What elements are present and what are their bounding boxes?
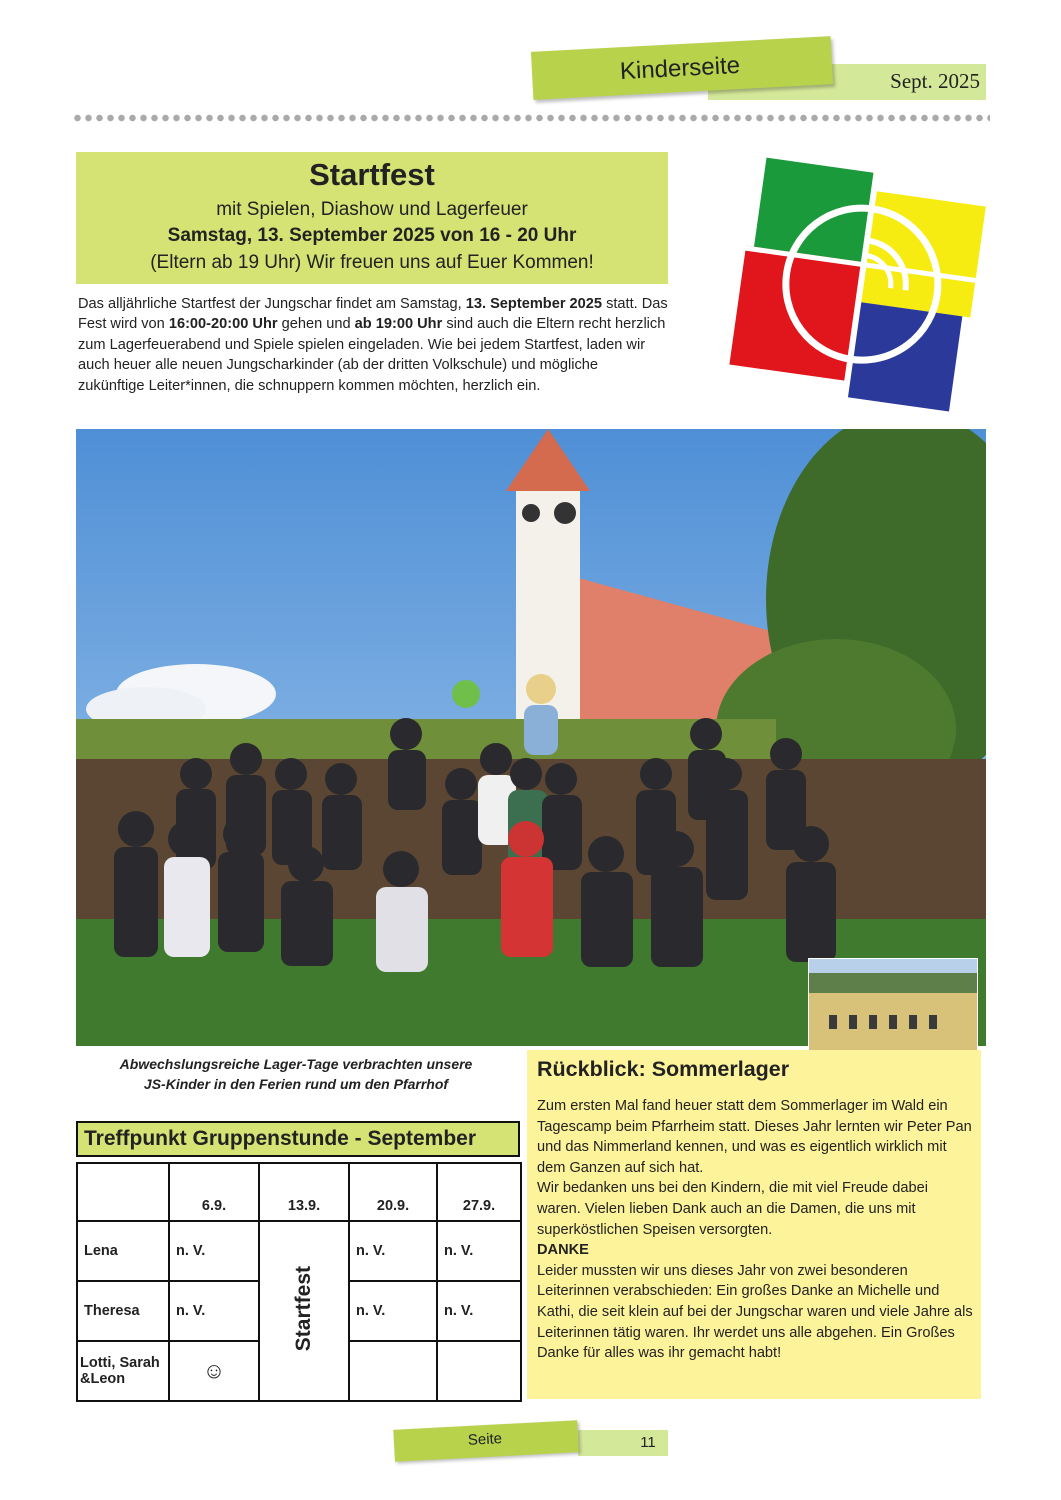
startfest-merged-cell [259, 1221, 349, 1401]
intro-date: 13. September 2025 [465, 296, 603, 312]
intro-time: 16:00-20:00 Uhr [168, 316, 278, 333]
rueckblick-title: Rückblick: Sommerlager [537, 1057, 790, 1081]
page-number: 11 [640, 1434, 656, 1451]
photo-caption [76, 1054, 516, 1096]
cell-value: n. V. [349, 1281, 437, 1341]
rueckblick-p2: Wir bedanken uns bei den Kindern, die mit viel Freude dabei waren. Vielen lieben Dank auch an die Damen, die uns mit superköstlichen Speisen versorgten. [537, 1180, 929, 1238]
startfest-date: Samstag, 13. September 2025 von 16 - 20 Uhr [167, 225, 577, 246]
intro-text: sind auch die Eltern recht herzlich zum Lagerfeuerabend und Spiele spielen eingeladen. Wie bei jedem Startfest, laden wir auch heuer alle neuen Jungscharkinder (ab der dritten Volkschule) und mögliche zukünftige Leiter*innen, die schnuppern kommen möchten, herzlich ein. [78, 316, 666, 394]
startfest-subtitle: mit Spielen, Diashow und Lagerfeuer [216, 199, 528, 220]
cell-value: n. V. [169, 1221, 259, 1281]
intro-paragraph [78, 294, 668, 418]
intro-parents-time: ab 19:00 Uhr [354, 316, 443, 333]
smiley-icon: ☺ [169, 1341, 259, 1401]
cell-value: n. V. [349, 1221, 437, 1281]
intro-text: statt. Das Fest wird von [78, 296, 668, 333]
footer-label: Seite [467, 1430, 503, 1449]
dotted-divider [72, 114, 990, 122]
group-name: Lena [77, 1221, 169, 1281]
intro-text: Das alljährliche Startfest der Jungschar findet am Samstag, [78, 296, 466, 312]
header-date: Sept. 2025 [890, 69, 980, 93]
cell-value: n. V. [437, 1281, 521, 1341]
jungschar-logo-icon [728, 150, 994, 416]
group-photo [76, 429, 986, 1046]
rueckblick-p4: Leider mussten wir uns dieses Jahr von zwei besonderen Leiterinnen verabschieden: Ein großes Danke an Michelle und Kathi, die seit klein auf bei der Jungschar waren und viele Jahre als Leiterinnen tätig waren. Ihr werdet uns alle abgehen. Ein Großes Danke für alles was ihr gemacht habt! [537, 1262, 973, 1362]
date-header: 20.9. [349, 1163, 437, 1221]
group-name: Theresa [77, 1281, 169, 1341]
startfest-title: Startfest [309, 157, 435, 192]
table-corner-cell [77, 1163, 169, 1221]
startfest-label: Startfest [292, 1266, 315, 1352]
schedule-table [76, 1162, 522, 1400]
rueckblick-p1: Zum ersten Mal fand heuer statt dem Sommerlager im Wald ein Tagescamp beim Pfarrheim statt. Dieses Jahr lernten wir Peter Pan und das Nimmerland kennen, und was es eigentlich wirklich mit dem Ganzen auf sich hat. [537, 1098, 972, 1176]
caption-line-2: JS-Kinder in den Ferien rund um den Pfarrhof [143, 1076, 449, 1092]
date-header: 13.9. [259, 1163, 349, 1221]
inset-photo [808, 958, 978, 1054]
page-title: Kinderseite [619, 51, 741, 86]
date-header: 6.9. [169, 1163, 259, 1221]
rueckblick-danke: DANKE [537, 1242, 589, 1259]
intro-text: gehen und [277, 316, 355, 333]
rueckblick-text [537, 1096, 975, 1396]
cell-value [349, 1341, 437, 1401]
group-name: Lotti, Sarah &Leon [77, 1341, 169, 1401]
cell-value: n. V. [169, 1281, 259, 1341]
date-header: 27.9. [437, 1163, 521, 1221]
table-row [77, 1221, 521, 1281]
treffpunkt-title: Treffpunkt Gruppenstunde - September [76, 1121, 520, 1157]
cell-value [437, 1341, 521, 1401]
cell-value: n. V. [437, 1221, 521, 1281]
startfest-note: (Eltern ab 19 Uhr) Wir freuen uns auf Euer Kommen! [150, 252, 594, 273]
caption-line-1: Abwechslungsreiche Lager-Tage verbrachten unsere [119, 1056, 473, 1072]
